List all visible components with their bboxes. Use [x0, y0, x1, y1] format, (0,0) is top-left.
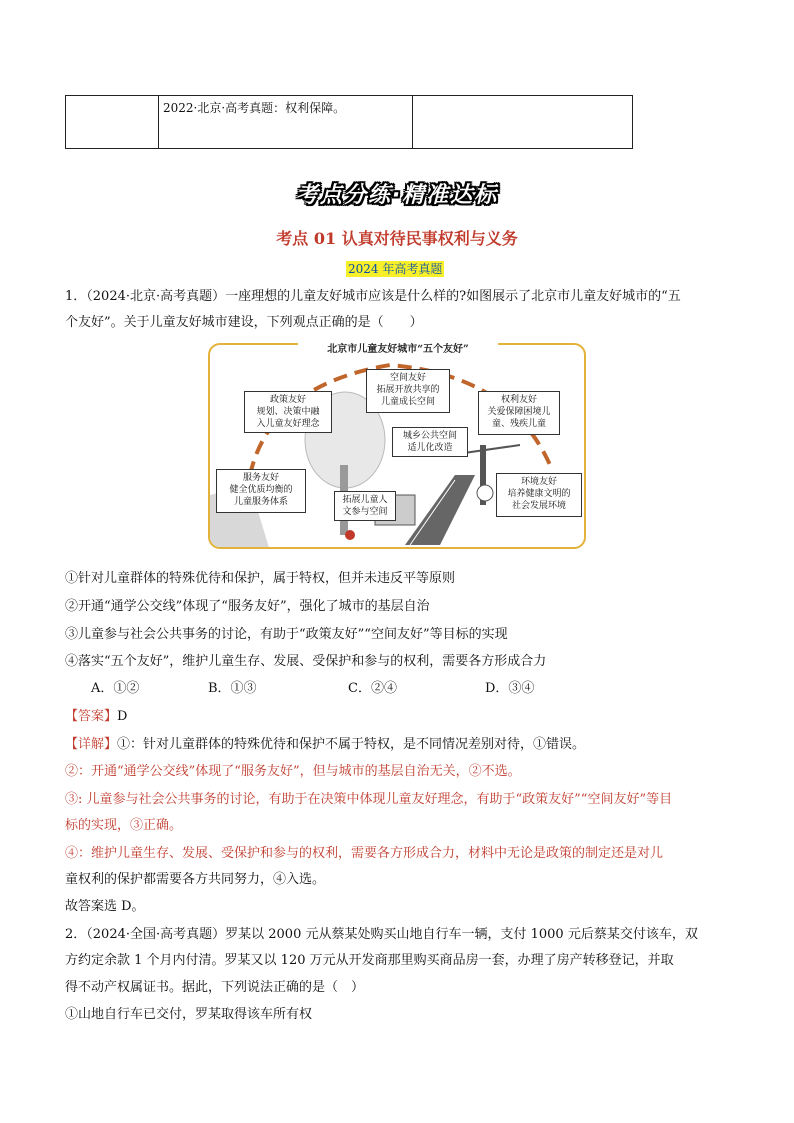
urban-space-box: 城乡公共空间 适儿化改造	[392, 427, 468, 457]
q2-line2: 方约定余款 1 个月内付清。罗某又以 120 万元从开发商那里购买商品房一套，办理了房产转移登记，并取	[65, 953, 674, 968]
detail-2: ②：开通“通学公交线”体现了“服务友好”，但与城市的基层自治无关，②不选。	[65, 764, 521, 779]
q2-line3: 得不动产权属证书。据此，下列说法正确的是（ ）	[65, 980, 365, 995]
table-cell	[66, 96, 159, 148]
q1-figure	[208, 343, 586, 549]
choice-a: A．①②	[91, 681, 140, 696]
q2-option-1: ①山地自行车已交付，罗某取得该车所有权	[65, 1007, 313, 1022]
section-title: 考点 01 认真对待民事权利与义务	[276, 229, 518, 248]
answer-value: D	[117, 709, 128, 724]
conclusion: 故答案选 D。	[65, 899, 145, 914]
table-cell: 2022·北京·高考真题：权利保障。	[159, 96, 413, 148]
detail-4b: 童权利的保护都需要各方共同努力，④入选。	[65, 872, 326, 887]
policy-friendly-box: 政策友好 规划、决策中融 入儿童友好理念	[244, 391, 332, 433]
table-cell	[413, 96, 632, 148]
expand-participation-box: 拓展儿童人 文参与空间	[334, 491, 396, 521]
detail-line-1	[65, 732, 730, 758]
q1-option-1: ①针对儿童群体的特殊优待和保护，属于特权，但并未违反平等原则	[65, 571, 456, 586]
header-table	[65, 95, 633, 149]
q1-stem-line2: 个友好”。关于儿童友好城市建设，下列观点正确的是（ ）	[65, 315, 423, 330]
detail-label: 【详解】	[65, 737, 118, 752]
q1-option-3: ③儿童参与社会公共事务的讨论，有助于“政策友好”“空间友好”等目标的实现	[65, 627, 508, 642]
space-friendly-box: 空间友好 拓展开放共享的 儿童成长空间	[366, 369, 450, 413]
choice-b: B．①③	[208, 681, 257, 696]
environment-friendly-box: 环境友好 培养健康文明的 社会发展环境	[496, 473, 582, 517]
detail-3a: ③: 儿童参与社会公共事务的讨论，有助于在决策中体现儿童友好理念，有助于“政策友好”“空间友好”等目	[65, 792, 673, 807]
q1-stem-line1: 1．（2024·北京·高考真题）一座理想的儿童友好城市应该是什么样的?如图展示了北京市儿童友好城市的“五	[65, 289, 681, 304]
banner-title: 考点分练·精准达标	[295, 183, 499, 208]
figure-title: 北京市儿童友好城市“五个友好”	[298, 340, 498, 355]
answer-label: 【答案】	[65, 709, 118, 724]
choice-c: C．②④	[348, 681, 397, 696]
service-friendly-box: 服务友好 健全优质均衡的 儿童服务体系	[216, 469, 306, 513]
detail-1: ①：针对儿童群体的特殊优待和保护不属于特权，是不同情况差别对待，①错误。	[117, 737, 586, 752]
answer-line	[65, 704, 730, 730]
detail-3b: 标的实现，③正确。	[65, 818, 183, 833]
q2-line1: 2．（2024·全国·高考真题）罗某以 2000 元从蔡某处购买山地自行车一辆，支付 1000 元后蔡某交付该车，双	[65, 927, 698, 942]
q1-option-2: ②开通“通学公交线”体现了“服务友好”，强化了城市的基层自治	[65, 599, 430, 614]
choice-d: D．③④	[485, 681, 535, 696]
q1-option-4: ④落实“五个友好”，维护儿童生存、发展、受保护和参与的权利，需要各方形成合力	[65, 654, 547, 669]
detail-4a: ④：维护儿童生存、发展、受保护和参与的权利，需要各方形成合力，材料中无论是政策的制定还是对儿	[65, 846, 664, 861]
rights-friendly-box: 权利友好 关爱保障困境儿 童、残疾儿童	[478, 391, 560, 435]
year-tag: 2024 年高考真题	[348, 262, 443, 276]
